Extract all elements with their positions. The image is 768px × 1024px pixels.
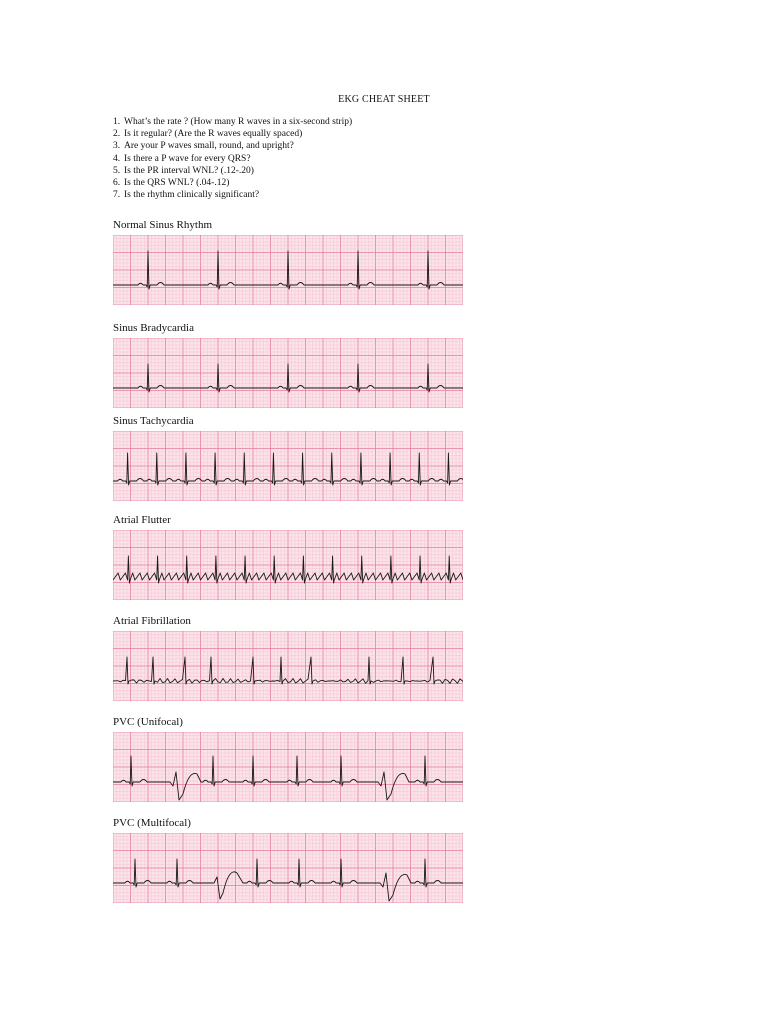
rhythm-label: PVC (Unifocal): [113, 716, 183, 728]
rhythm-section-atrial-fibrillation: [113, 615, 463, 701]
question-item: 3. Are your P waves small, round, and upright?: [113, 141, 294, 152]
ekg-strip: [113, 833, 463, 903]
rhythm-label: PVC (Multifocal): [113, 817, 191, 829]
rhythm-label: Atrial Fibrillation: [113, 615, 191, 627]
question-item: 1. What’s the rate ? (How many R waves in a six-second strip): [113, 117, 353, 127]
question-item: 2. Is it regular? (Are the R waves equally spaced): [113, 129, 303, 140]
rhythm-section-pvc-unifocal: [113, 716, 463, 802]
question-item: 5. Is the PR interval WNL? (.12-.20): [113, 165, 254, 176]
rhythm-section-atrial-flutter: [113, 514, 463, 600]
page-title: EKG CHEAT SHEET: [338, 94, 430, 105]
ekg-grid: [113, 732, 463, 802]
rhythm-section-sinus-bradycardia: [113, 322, 463, 408]
rhythm-section-normal-sinus: [113, 219, 463, 305]
rhythm-section-pvc-multifocal: [113, 817, 463, 903]
rhythm-label: Sinus Bradycardia: [113, 322, 194, 334]
rhythm-section-sinus-tachycardia: [113, 415, 463, 501]
rhythm-label: Normal Sinus Rhythm: [113, 219, 213, 231]
ekg-grid: [113, 530, 463, 600]
ekg-strip: [113, 235, 463, 305]
ekg-grid: [113, 631, 463, 701]
ekg-grid: [113, 833, 463, 903]
question-list: [113, 116, 352, 201]
ekg-strip: [113, 338, 463, 408]
ekg-strip: [113, 530, 463, 600]
ekg-grid: [113, 431, 463, 501]
ekg-strip: [113, 732, 463, 802]
question-item: 6. Is the QRS WNL? (.04-.12): [113, 178, 230, 189]
question-item: 7. Is the rhythm clinically significant?: [113, 190, 260, 201]
question-item: 4. Is there a P wave for every QRS?: [113, 153, 251, 164]
rhythm-label: Atrial Flutter: [113, 514, 171, 526]
ekg-strip: [113, 431, 463, 501]
ekg-strip: [113, 631, 463, 701]
rhythm-label: Sinus Tachycardia: [113, 415, 194, 427]
